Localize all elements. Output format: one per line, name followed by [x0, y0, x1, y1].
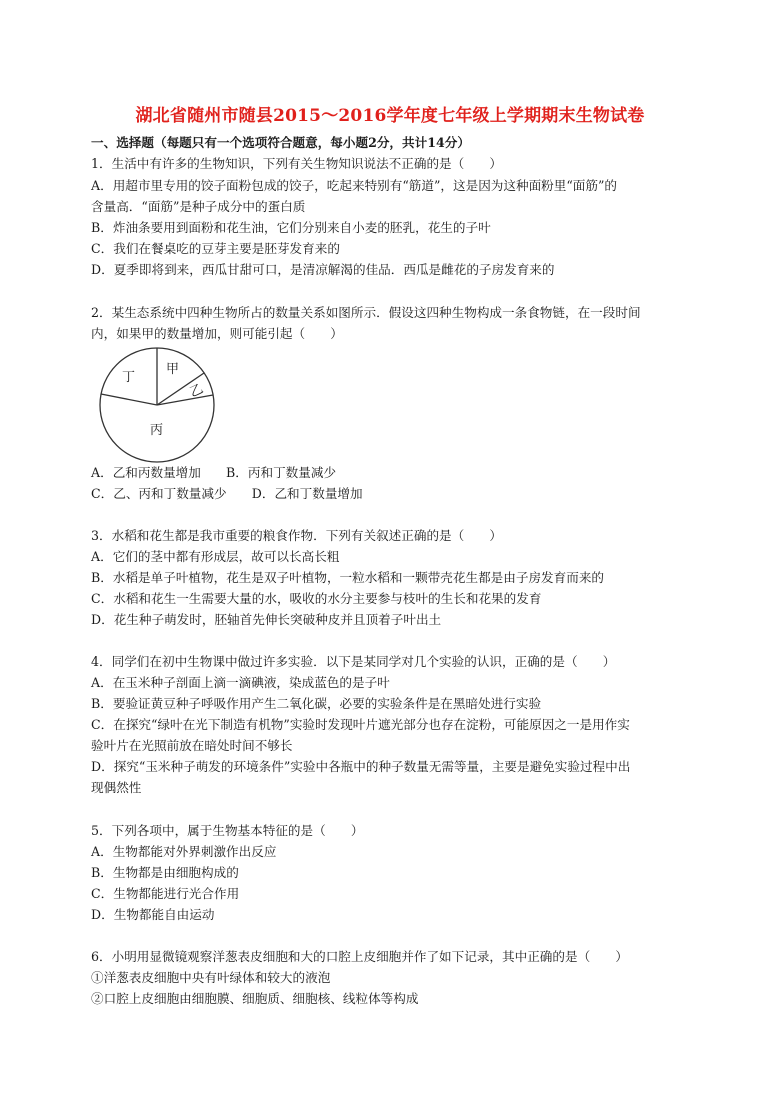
- pie-label-yi: 乙: [187, 381, 206, 401]
- q4-option-d-cont: 现偶然性: [91, 780, 142, 795]
- q1-option-a: A．用超市里专用的饺子面粉包成的饺子，吃起来特别有“筋道”，这是因为这种面粉里“面筋”的: [91, 178, 618, 193]
- q1-option-c: C．我们在餐桌吃的豆芽主要是胚芽发育来的: [91, 241, 340, 256]
- q4-stem: 4．同学们在初中生物课中做过许多实验．以下是某同学对几个实验的认识，正确的是（ ）: [91, 654, 616, 669]
- q4-option-c: C．在探究“绿叶在光下制造有机物”实验时发现叶片遮光部分也存在淀粉，可能原因之一是用作实: [91, 717, 630, 732]
- q2-options-cd: C．乙、丙和丁数量减少 D．乙和丁数量增加: [91, 486, 363, 501]
- q4-option-a: A．在玉米种子剖面上滴一滴碘液，染成蓝色的是子叶: [91, 675, 390, 690]
- q2-stem: 2．某生态系统中四种生物所占的数量关系如图所示．假设这四种生物构成一条食物链，在一段时间: [91, 305, 641, 320]
- q1-option-a-cont: 含量高．“面筋”是种子成分中的蛋白质: [91, 199, 306, 214]
- q4-option-c-cont: 验叶片在光照前放在暗处时间不够长: [91, 738, 293, 753]
- q2-options-ab: A．乙和丙数量增加 B．丙和丁数量减少: [91, 465, 337, 480]
- q1-stem: 1．生活中有许多的生物知识，下列有关生物知识说法不正确的是（ ）: [91, 156, 503, 171]
- q3-option-d: D．花生种子萌发时，胚轴首先伸长突破种皮并且顶着子叶出土: [91, 612, 442, 627]
- q5-option-b: B．生物都是由细胞构成的: [91, 865, 239, 880]
- section-heading: 一、选择题（每题只有一个选项符合题意，每小题2分，共计14分）: [91, 135, 470, 150]
- q2-stem-cont: 内，如果甲的数量增加，则可能引起（ ）: [91, 326, 343, 341]
- q1-option-d: D．夏季即将到来，西瓜甘甜可口，是清凉解渴的佳品．西瓜是雌花的子房发育来的: [91, 262, 555, 277]
- q4-option-b: B．要验证黄豆种子呼吸作用产生二氧化碳，必要的实验条件是在黑暗处进行实验: [91, 696, 542, 711]
- q5-option-d: D．生物都能自由运动: [91, 907, 215, 922]
- q5-stem: 5．下列各项中，属于生物基本特征的是（ ）: [91, 823, 364, 838]
- q3-option-a: A．它们的茎中都有形成层，故可以长高长粗: [91, 549, 340, 564]
- q5-option-a: A．生物都能对外界刺激作出反应: [91, 844, 277, 859]
- page-title: 湖北省随州市随县2015～2016学年度七年级上学期期末生物试卷: [135, 106, 645, 126]
- q6-item-2: ②口腔上皮细胞由细胞膜、细胞质、细胞核、线粒体等构成: [91, 991, 419, 1006]
- q3-stem: 3．水稻和花生都是我市重要的粮食作物．下列有关叙述正确的是（ ）: [91, 528, 503, 543]
- q1-option-b: B．炸油条要用到面粉和花生油，它们分别来自小麦的胚乳，花生的子叶: [91, 220, 491, 235]
- q5-option-c: C．生物都能进行光合作用: [91, 886, 240, 901]
- pie-divider-left: [101, 394, 157, 405]
- q2-pie-diagram: [92, 345, 222, 465]
- pie-label-ding: 丁: [122, 370, 136, 385]
- q6-stem: 6．小明用显微镜观察洋葱表皮细胞和大的口腔上皮细胞并作了如下记录，其中正确的是（ ）: [91, 949, 628, 964]
- pie-label-bing: 丙: [150, 423, 164, 438]
- q3-option-b: B．水稻是单子叶植物，花生是双子叶植物，一粒水稻和一颗带壳花生都是由子房发育而来的: [91, 570, 605, 585]
- q4-option-d: D．探究“玉米种子萌发的环境条件”实验中各瓶中的种子数量无需等量，主要是避免实验过程中出: [91, 759, 631, 774]
- pie-label-jia: 甲: [166, 362, 180, 377]
- q3-option-c: C．水稻和花生一生需要大量的水，吸收的水分主要参与枝叶的生长和花果的发育: [91, 591, 542, 606]
- q6-item-1: ①洋葱表皮细胞中央有叶绿体和较大的液泡: [91, 970, 331, 985]
